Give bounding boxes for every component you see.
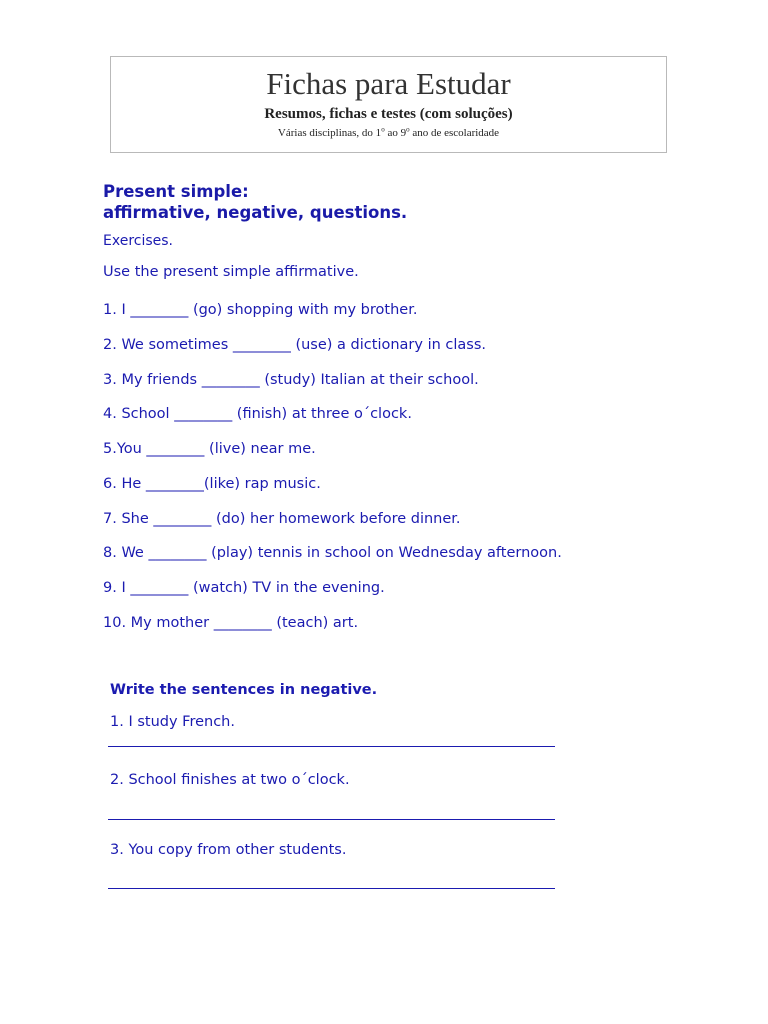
answer-line[interactable] [108, 888, 555, 889]
answer-line[interactable] [108, 746, 555, 747]
ordinal-sup-2: o [406, 125, 410, 134]
section2-instruction: Write the sentences in negative. [110, 682, 378, 698]
worksheet-title [103, 181, 407, 223]
tagline-part-3: ano de escolaridade [409, 127, 500, 139]
negative-item: 3. You copy from other students. [110, 842, 347, 858]
exercise-item: 3. My friends ________ (study) Italian at their school. [103, 372, 479, 388]
exercise-item: 10. My mother ________ (teach) art. [103, 615, 359, 631]
negative-item: 2. School finishes at two o´clock. [110, 772, 350, 788]
tagline-part-2: ao 9 [384, 127, 407, 139]
exercise-item: 7. She ________ (do) her homework before dinner. [103, 511, 461, 527]
site-header-box [110, 56, 667, 153]
exercise-item: 5.You ________ (live) near me. [103, 441, 316, 457]
exercise-item: 1. I ________ (go) shopping with my brother. [103, 302, 418, 318]
site-tagline [111, 126, 666, 140]
negative-item: 1. I study French. [110, 714, 235, 730]
answer-line[interactable] [108, 819, 555, 820]
worksheet-title-line-2: affirmative, negative, questions. [103, 203, 408, 222]
exercise-item: 4. School ________ (finish) at three o´clock. [103, 406, 412, 422]
site-title: Fichas para Estudar [266, 66, 511, 101]
worksheet-title-line-1: Present simple: [103, 182, 249, 201]
site-subtitle: Resumos, fichas e testes (com soluções) [264, 106, 513, 122]
section1-instruction: Use the present simple affirmative. [103, 264, 359, 280]
exercise-item: 9. I ________ (watch) TV in the evening. [103, 580, 385, 596]
exercise-item: 8. We ________ (play) tennis in school on Wednesday afternoon. [103, 545, 562, 561]
exercise-item: 6. He ________(like) rap music. [103, 476, 321, 492]
tagline-part-1: Várias disciplinas, do 1 [277, 127, 382, 139]
ordinal-sup-1: o [381, 125, 385, 134]
exercises-label: Exercises. [103, 233, 173, 249]
exercise-item: 2. We sometimes ________ (use) a dictionary in class. [103, 337, 486, 353]
